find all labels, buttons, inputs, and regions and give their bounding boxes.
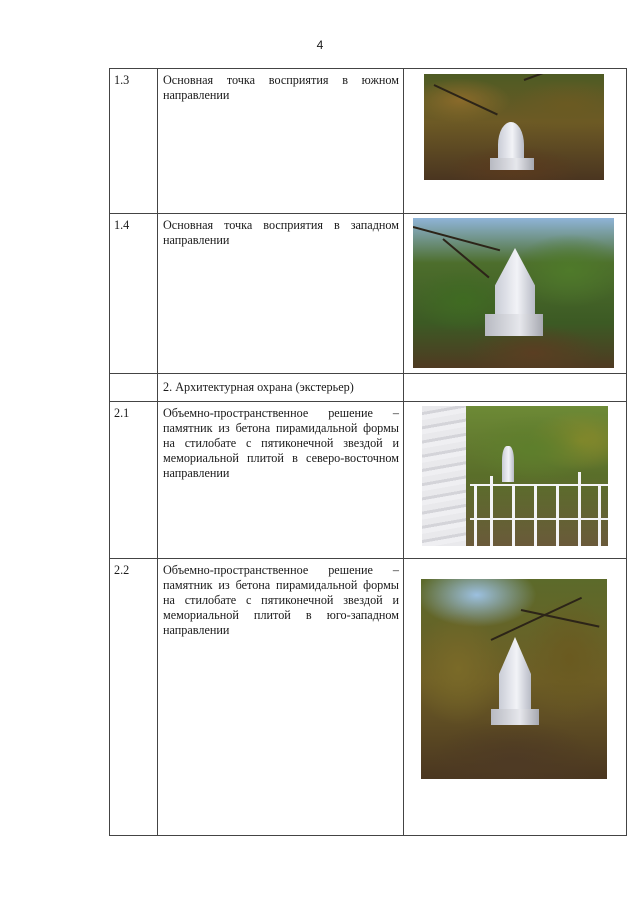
row-description: Объемно-пространственное решение – памятник из бетона пирамидальной формы на стилобате с пятиконечной звездой и мемориальной плитой в северо-восточном направлении (158, 402, 404, 559)
fence-post (534, 484, 537, 546)
row-photo-cell (404, 374, 627, 402)
section-heading: 2. Архитектурная охрана (экстерьер) (158, 374, 404, 402)
photo-monument-northeast (422, 406, 608, 546)
row-number: 1.4 (110, 214, 158, 374)
fence-post (490, 476, 493, 546)
monument-obelisk (495, 248, 535, 316)
branch (413, 226, 500, 251)
monument-plinth (491, 709, 539, 725)
fence-post (512, 484, 515, 546)
row-photo-cell (404, 559, 627, 836)
row-photo-cell (404, 69, 627, 214)
branch (434, 84, 498, 115)
row-photo-cell (404, 214, 627, 374)
heritage-table (109, 68, 627, 836)
photo-monument-south (424, 74, 604, 180)
fence-post (578, 472, 581, 546)
row-number: 2.1 (110, 402, 158, 559)
monument-plinth (490, 158, 534, 170)
photo-monument-west (413, 218, 614, 368)
table-row (110, 374, 627, 402)
fence-post (598, 484, 601, 546)
fence-post (474, 484, 477, 546)
monument-obelisk (498, 122, 524, 160)
monument-plinth (485, 314, 543, 336)
page-number: 4 (316, 38, 324, 52)
fence-post (556, 484, 559, 546)
row-description: Основная точка восприятия в западном направлении (158, 214, 404, 374)
row-description: Объемно-пространственное решение – памятник из бетона пирамидальной формы на стилобате с пятиконечной звездой и мемориальной плитой в юго-западном направлении (158, 559, 404, 836)
row-number (110, 374, 158, 402)
row-photo-cell (404, 402, 627, 559)
stone-wall (422, 406, 466, 546)
table-row (110, 214, 627, 374)
row-number: 2.2 (110, 559, 158, 836)
photo-monument-southwest (421, 579, 607, 779)
row-description: Основная точка восприятия в южном направлении (158, 69, 404, 214)
table-row (110, 559, 627, 836)
row-number: 1.3 (110, 69, 158, 214)
monument-obelisk (499, 637, 531, 711)
branch (524, 74, 581, 81)
table-row (110, 402, 627, 559)
monument-obelisk (502, 446, 514, 482)
table-row (110, 69, 627, 214)
